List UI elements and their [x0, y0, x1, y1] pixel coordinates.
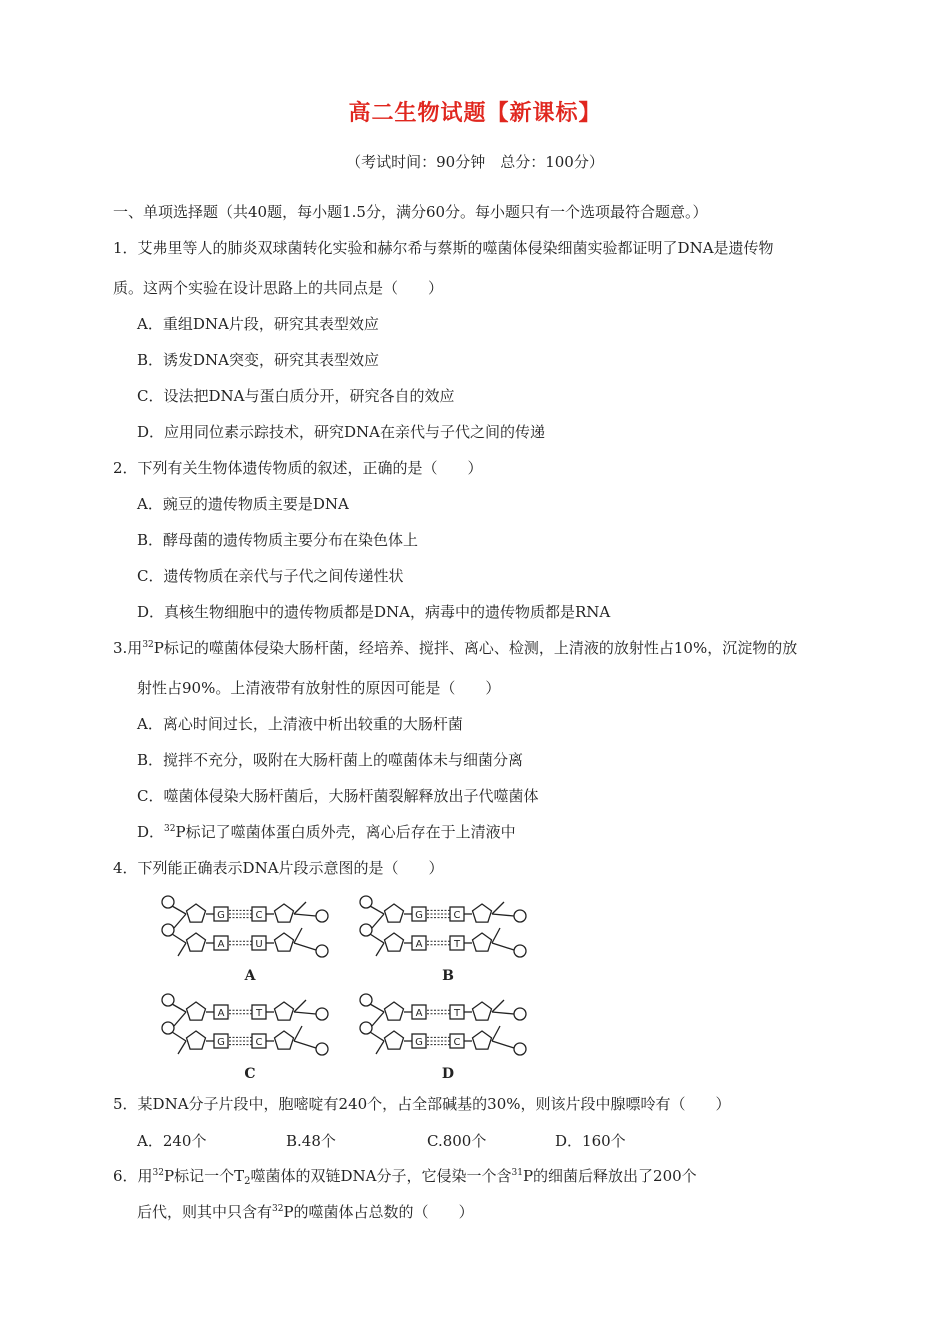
q3-option-a: A．离心时间过长，上清液中析出较重的大肠杆菌: [137, 715, 463, 733]
base-d-1-left: [412, 1034, 426, 1048]
q3-d-text: P标记了噬菌体蛋白质外壳，离心后存在于上清液中: [175, 823, 516, 841]
base-b-1-left: [412, 936, 426, 950]
q6-line2-pre: 后代，则其中只含有: [137, 1203, 273, 1221]
base-b-0-right: [450, 907, 464, 921]
q3-option-c: C．噬菌体侵染大肠杆菌后，大肠杆菌裂解释放出子代噬菌体: [137, 787, 539, 805]
base-a-1-left: [214, 936, 228, 950]
exam-info: （考试时间：90分钟 总分：100分）: [346, 153, 604, 171]
q3-option-d: [137, 822, 516, 842]
dna-diagram-c: [162, 994, 328, 1078]
base-b-1-right: [450, 936, 464, 950]
page-title: 高二生物试题【新课标】: [348, 100, 602, 126]
svg-text:G: G: [217, 910, 225, 921]
q6-text-a: P标记一个T: [164, 1167, 245, 1185]
base-d-0-right: [450, 1005, 464, 1019]
dna-diagram-label: D: [441, 1066, 455, 1078]
q5-option-d: D．160个: [555, 1132, 626, 1150]
q3-d-sup: 32: [164, 824, 176, 834]
q3-stem-line1: [113, 638, 797, 658]
q3-d-prefix: D．: [137, 823, 165, 841]
dna-diagram-b: [360, 896, 526, 984]
q6-stem-line2: [137, 1202, 474, 1222]
q3-option-b: B．搅拌不充分，吸附在大肠杆菌上的噬菌体未与细菌分离: [137, 751, 524, 769]
q6-number: 6．用: [113, 1167, 153, 1185]
base-c-0-right: [252, 1005, 266, 1019]
dna-diagram-label: C: [244, 1066, 256, 1078]
dna-diagram-a: [162, 896, 328, 984]
base-c-0-left: [214, 1005, 228, 1019]
svg-text:U: U: [255, 939, 263, 950]
dna-diagram-figure: [150, 888, 540, 1078]
svg-text:A: A: [217, 1008, 225, 1019]
svg-text:T: T: [255, 1008, 263, 1019]
base-a-0-left: [214, 907, 228, 921]
svg-text:G: G: [415, 910, 423, 921]
base-b-0-left: [412, 907, 426, 921]
q4-stem: 4．下列能正确表示DNA片段示意图的是（ ）: [113, 859, 444, 877]
q6-sup-32: 32: [152, 1168, 164, 1178]
dna-diagram-label: A: [244, 968, 256, 984]
q6-sup-31: 31: [511, 1168, 523, 1178]
q3-number: 3.用: [113, 639, 143, 657]
q5-option-a: A．240个: [137, 1132, 207, 1150]
base-c-1-left: [214, 1034, 228, 1048]
q6-text-c: P的细菌后释放出了200个: [522, 1167, 697, 1185]
base-c-1-right: [252, 1034, 266, 1048]
svg-text:T: T: [453, 1008, 461, 1019]
svg-text:G: G: [415, 1037, 423, 1048]
q5-option-c: C.800个: [427, 1132, 487, 1150]
q6-stem-line1: [113, 1166, 697, 1186]
dna-diagram-label: B: [442, 968, 454, 984]
q5-option-b: B.48个: [286, 1132, 336, 1150]
q5-stem: 5．某DNA分子片段中，胞嘧啶有240个，占全部碱基的30%，则该片段中腺嘌呤有（ ）: [113, 1095, 731, 1113]
base-d-0-left: [412, 1005, 426, 1019]
q1-option-c: C．设法把DNA与蛋白质分开，研究各自的效应: [137, 387, 455, 405]
svg-text:C: C: [453, 1037, 461, 1048]
svg-text:C: C: [453, 910, 461, 921]
q6-sub-2: 2: [244, 1176, 251, 1187]
q2-option-c: C．遗传物质在亲代与子代之间传递性状: [137, 567, 404, 585]
q3-stem-text: P标记的噬菌体侵染大肠杆菌，经培养、搅拌、离心、检测，上清液的放射性占10%，沉淀物的放: [153, 639, 798, 657]
svg-text:G: G: [217, 1037, 225, 1048]
q6-line2-text: P的噬菌体占总数的（ ）: [283, 1203, 474, 1221]
q6-text-b: 噬菌体的双链DNA分子，它侵染一个含: [250, 1167, 512, 1185]
q3-stem-line2: 射性占90%。上清液带有放射性的原因可能是（ ）: [137, 679, 501, 697]
section-heading: 一、单项选择题（共40题，每小题1.5分，满分60分。每小题只有一个选项最符合题意。）: [113, 203, 708, 221]
dna-diagram-d: [360, 994, 526, 1078]
q3-isotope-sup: 32: [142, 640, 154, 650]
q2-option-d: D．真核生物细胞中的遗传物质都是DNA，病毒中的遗传物质都是RNA: [137, 603, 611, 621]
q2-stem: 2．下列有关生物体遗传物质的叙述，正确的是（ ）: [113, 459, 483, 477]
q6-line2-sup: 32: [272, 1204, 284, 1214]
base-d-1-right: [450, 1034, 464, 1048]
q1-option-a: A．重组DNA片段，研究其表型效应: [137, 315, 379, 333]
q1-stem-line2: 质。这两个实验在设计思路上的共同点是（ ）: [113, 279, 444, 297]
q1-option-b: B．诱发DNA突变，研究其表型效应: [137, 351, 380, 369]
q1-stem-line1: 1．艾弗里等人的肺炎双球菌转化实验和赫尔希与蔡斯的噬菌体侵染细菌实验都证明了DNA是遗传物: [113, 239, 774, 257]
base-a-1-right: [252, 936, 266, 950]
svg-text:A: A: [217, 939, 225, 950]
q2-option-b: B．酵母菌的遗传物质主要分布在染色体上: [137, 531, 419, 549]
q1-option-d: D．应用同位素示踪技术，研究DNA在亲代与子代之间的传递: [137, 423, 546, 441]
svg-text:C: C: [255, 910, 263, 921]
svg-text:T: T: [453, 939, 461, 950]
svg-text:A: A: [415, 939, 423, 950]
svg-text:C: C: [255, 1037, 263, 1048]
base-a-0-right: [252, 907, 266, 921]
svg-text:A: A: [415, 1008, 423, 1019]
q2-option-a: A．豌豆的遗传物质主要是DNA: [137, 495, 349, 513]
